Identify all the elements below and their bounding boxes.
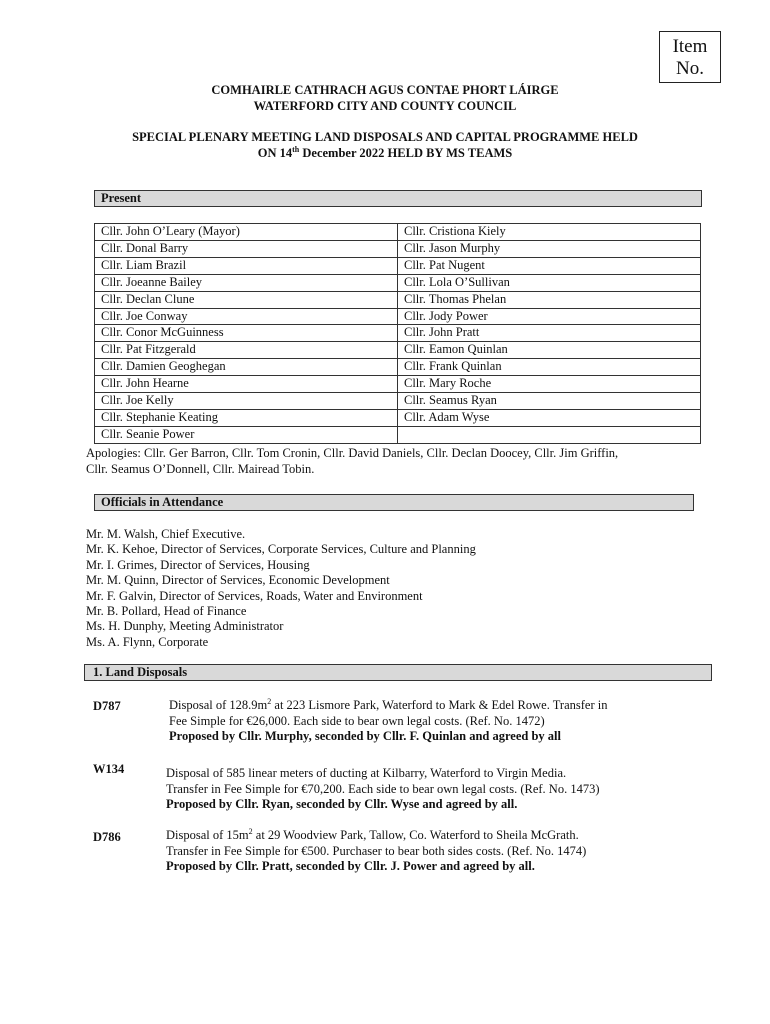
present-row <box>95 274 701 291</box>
disposal-proposal: Proposed by Cllr. Ryan, seconded by Cllr. Wyse and agreed by all. <box>166 797 518 812</box>
present-member-right: Cllr. Seamus Ryan <box>398 393 701 410</box>
present-member-left: Cllr. Liam Brazil <box>95 257 398 274</box>
land-disposals-heading: 1. Land Disposals <box>84 664 712 681</box>
council-name-english: WATERFORD CITY AND COUNTY COUNCIL <box>253 99 517 113</box>
present-member-left: Cllr. Seanie Power <box>95 426 398 443</box>
present-member-right: Cllr. Jody Power <box>398 308 701 325</box>
present-member-left: Cllr. Declan Clune <box>95 291 398 308</box>
present-member-left: Cllr. Joe Kelly <box>95 393 398 410</box>
present-member-left: Cllr. Joeanne Bailey <box>95 274 398 291</box>
present-member-left: Cllr. John O’Leary (Mayor) <box>95 224 398 241</box>
present-member-right: Cllr. John Pratt <box>398 325 701 342</box>
meeting-date-line: ON 14th December 2022 HELD BY MS TEAMS <box>257 144 513 160</box>
present-row <box>95 376 701 393</box>
apologies-line-1: Apologies: Cllr. Ger Barron, Cllr. Tom Cronin, Cllr. David Daniels, Cllr. Declan Doocey, Cllr. Jim Griffin, <box>86 446 619 460</box>
present-row <box>95 308 701 325</box>
disposal-code: D786 <box>93 830 121 844</box>
present-member-left: Cllr. John Hearne <box>95 376 398 393</box>
present-member-right: Cllr. Jason Murphy <box>398 240 701 257</box>
present-member-left: Cllr. Damien Geoghegan <box>95 359 398 376</box>
disposal-proposal: Proposed by Cllr. Murphy, seconded by Cllr. F. Quinlan and agreed by all <box>169 729 561 744</box>
present-member-right: Cllr. Pat Nugent <box>398 257 701 274</box>
present-row <box>95 393 701 410</box>
present-member-right: Cllr. Adam Wyse <box>398 409 701 426</box>
present-member-right: Cllr. Cristiona Kiely <box>398 224 701 241</box>
present-member-left: Cllr. Donal Barry <box>95 240 398 257</box>
official-item: Ms. H. Dunphy, Meeting Administrator <box>86 619 284 634</box>
apologies-line-2: Cllr. Seamus O’Donnell, Cllr. Mairead Tobin. <box>86 461 315 476</box>
present-member-right: Cllr. Frank Quinlan <box>398 359 701 376</box>
present-member-left: Cllr. Joe Conway <box>95 308 398 325</box>
item-label: Item <box>672 36 708 57</box>
present-row <box>95 240 701 257</box>
present-row <box>95 325 701 342</box>
meeting-title: SPECIAL PLENARY MEETING LAND DISPOSALS AND CAPITAL PROGRAMME HELD <box>132 130 638 144</box>
present-row <box>95 342 701 359</box>
official-item: Mr. M. Walsh, Chief Executive. <box>86 527 246 541</box>
disposal-code: W134 <box>93 762 125 776</box>
present-table <box>94 223 701 444</box>
item-number-box <box>659 31 721 83</box>
present-row <box>95 426 701 443</box>
present-member-left: Cllr. Stephanie Keating <box>95 409 398 426</box>
disposal-code: D787 <box>93 699 121 713</box>
present-row <box>95 291 701 308</box>
present-member-right: Cllr. Lola O’Sullivan <box>398 274 701 291</box>
disposal-entry: Disposal of $15m^2$ at 29 Woodview Park, Tallow, Co. Waterford to Sheila McGrath. Transfer in Fee Simple for €500. Purchaser to bear both sides costs. (Ref. No. 1474) Proposed by Cllr. Pratt, seconded by Cllr. J. Power and agreed by all. <box>166 828 686 875</box>
official-item: Mr. B. Pollard, Head of Finance <box>86 604 247 619</box>
council-name-irish: COMHAIRLE CATHRACH AGUS CONTAE PHORT LÁIRGE <box>211 83 559 97</box>
present-member-left: Cllr. Pat Fitzgerald <box>95 342 398 359</box>
official-item: Mr. F. Galvin, Director of Services, Roads, Water and Environment <box>86 588 423 603</box>
official-item: Mr. I. Grimes, Director of Services, Housing <box>86 557 310 572</box>
disposal-entry: Disposal of 585 linear meters of ducting at Kilbarry, Waterford to Virgin Media. Transfer in Fee Simple for €70,200. Each side to bear own legal costs. (Ref. No. 1473) Proposed by Cllr. Ryan, seconded by Cllr. Wyse and agreed by all. <box>166 766 686 813</box>
present-member-right: Cllr. Thomas Phelan <box>398 291 701 308</box>
apologies <box>86 446 618 477</box>
present-member-right <box>398 426 701 443</box>
official-item: Ms. A. Flynn, Corporate <box>86 634 209 649</box>
disposal-proposal: Proposed by Cllr. Pratt, seconded by Cllr. J. Power and agreed by all. <box>166 859 535 874</box>
present-row <box>95 224 701 241</box>
present-member-right: Cllr. Mary Roche <box>398 376 701 393</box>
disposal-entry: Disposal of $128.9m^2$ at 223 Lismore Park, Waterford to Mark & Edel Rowe. Transfer in Fee Simple for €26,000. Each side to bear own legal costs. (Ref. No. 1472) Proposed by Cllr. Murphy, seconded by Cllr. F. Quinlan and agreed by all <box>169 698 689 745</box>
official-item: Mr. M. Quinn, Director of Services, Economic Development <box>86 573 390 588</box>
present-member-right: Cllr. Eamon Quinlan <box>398 342 701 359</box>
officials-list <box>86 527 476 650</box>
present-row <box>95 257 701 274</box>
present-row <box>95 359 701 376</box>
officials-heading: Officials in Attendance <box>94 494 694 511</box>
item-no-label: No. <box>676 58 704 79</box>
present-member-left: Cllr. Conor McGuinness <box>95 325 398 342</box>
official-item: Mr. K. Kehoe, Director of Services, Corporate Services, Culture and Planning <box>86 542 476 557</box>
present-heading: Present <box>94 190 702 207</box>
present-row <box>95 409 701 426</box>
